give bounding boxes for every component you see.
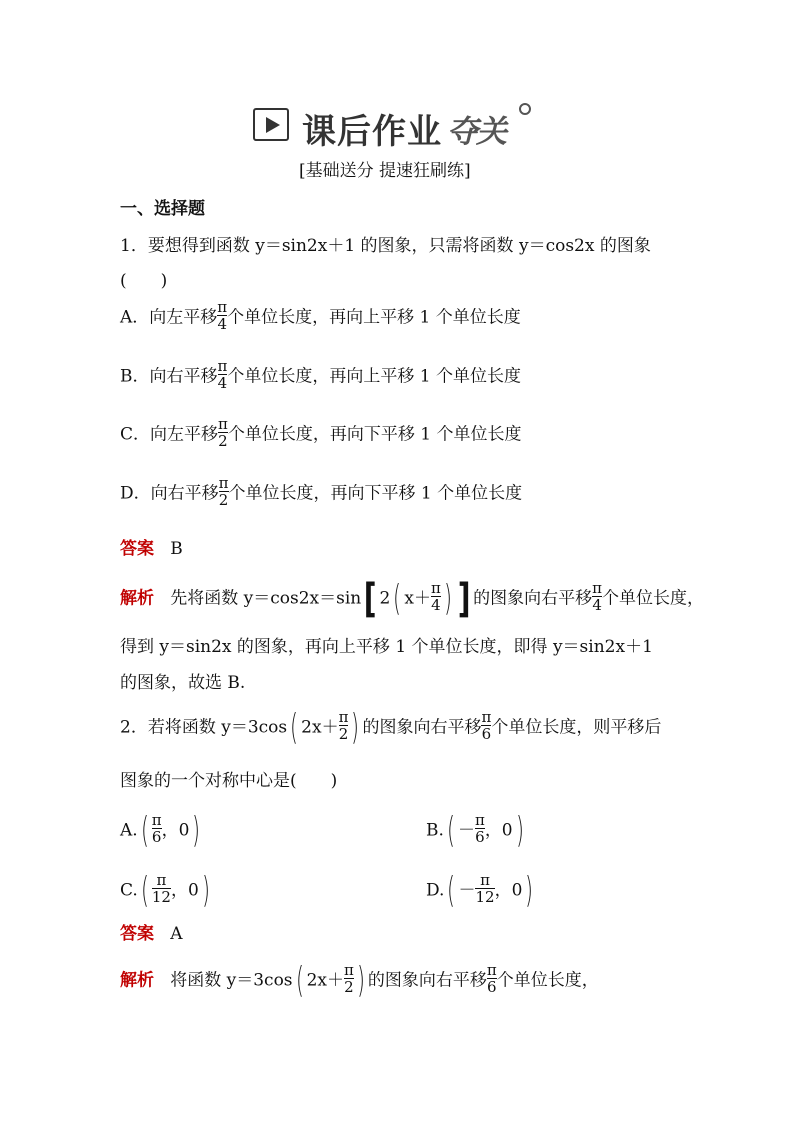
q1-option-c: [120, 415, 522, 451]
left-paren: (: [447, 810, 455, 851]
right-paren: ): [201, 870, 210, 911]
fraction: $\frac{\pi}{6}$: [474, 811, 485, 846]
fraction: $\frac{\pi}{4}$: [217, 298, 228, 333]
fraction: $\frac{\pi}{2}$: [338, 708, 349, 743]
stem-text: 2．若将函数 y＝3cos: [120, 717, 288, 738]
left-paren: (: [393, 578, 402, 619]
option-label: D.: [426, 880, 445, 901]
q2-stem-line1: [120, 707, 662, 748]
q2-option-c: [120, 870, 213, 911]
fraction: $\frac{\pi}{6}$: [151, 811, 162, 846]
fraction: $\frac{\pi}{12}$: [475, 871, 495, 906]
page-title: 课后作业: [302, 112, 442, 152]
right-paren: ): [525, 870, 534, 911]
fraction: $\frac{\pi}{6}$: [481, 708, 492, 743]
option-text: 个单位长度，再向上平移 1 个单位长度: [227, 307, 521, 328]
right-paren: ): [357, 960, 365, 1001]
option-tail: ，0: [494, 880, 523, 901]
inner-expr: x＋: [404, 588, 431, 609]
q2-option-d: [426, 870, 536, 911]
option-label: A.: [120, 820, 138, 841]
right-paren: ): [444, 578, 452, 619]
right-paren: ): [192, 810, 201, 851]
answer-label: 答案: [120, 924, 154, 944]
q1-stem-line1: 1．要想得到函数 y＝sin2x＋1 的图象，只需将函数 y＝cos2x 的图象: [120, 236, 651, 256]
stem-text: 个单位长度，则平移后: [491, 717, 662, 738]
analysis-text: 的图象向右平移: [367, 970, 487, 991]
option-tail: ，0: [484, 820, 513, 841]
analysis-label: 解析: [120, 970, 154, 991]
inner-expr: 2x＋: [301, 717, 339, 738]
left-bracket: [: [363, 576, 377, 622]
fraction: $\frac{\pi}{4}$: [217, 357, 228, 392]
left-paren: (: [140, 810, 149, 851]
page-subtitle: [基础送分 提速狂刷练]: [299, 161, 471, 181]
q2-option-a: [120, 810, 203, 851]
left-paren: (: [290, 707, 299, 748]
q1-stem-line2: ( ): [120, 271, 168, 291]
q1-answer: [120, 538, 183, 560]
option-prefix: A．向左平移: [120, 307, 218, 328]
option-text: 个单位长度，再向下平移 1 个单位长度: [228, 483, 523, 504]
answer-value: B: [170, 539, 183, 559]
answer-label: 答案: [120, 539, 154, 559]
q2-answer: [120, 923, 183, 945]
analysis-label: 解析: [120, 588, 154, 609]
fraction: $\frac{\pi}{2}$: [343, 961, 354, 996]
answer-value: A: [170, 924, 183, 944]
section-heading: 一、选择题: [120, 199, 205, 219]
right-bracket: ]: [457, 576, 471, 622]
sign: －: [457, 820, 475, 841]
play-icon: [253, 108, 289, 141]
option-label: B.: [426, 820, 444, 841]
fraction: $\frac{\pi}{2}$: [218, 474, 229, 509]
analysis-text: 先将函数 y＝cos2x＝sin: [170, 588, 362, 609]
q2-stem-line2: 图象的一个对称中心是( ): [120, 771, 338, 791]
q1-analysis-line3: 的图象，故选 B.: [120, 673, 246, 693]
analysis-text: 个单位长度，: [602, 588, 705, 609]
option-prefix: C．向左平移: [120, 424, 219, 445]
left-paren: (: [447, 870, 456, 911]
stem-text: 的图象向右平移: [362, 717, 482, 738]
option-text: 个单位长度，再向下平移 1 个单位长度: [227, 424, 522, 445]
brand-logo: 夺关: [447, 114, 505, 150]
option-tail: ，0: [161, 820, 190, 841]
q1-analysis-line1: [120, 576, 705, 622]
right-paren: ): [351, 707, 360, 748]
fraction: $\frac{\pi}{4}$: [430, 579, 441, 614]
sign: －: [458, 880, 476, 901]
q2-option-b: [426, 810, 527, 851]
q1-option-a: [120, 298, 521, 334]
q2-analysis-line1: [120, 960, 599, 1001]
logo-dot-icon: [519, 103, 531, 115]
left-paren: (: [140, 870, 149, 911]
fraction: $\frac{\pi}{12}$: [151, 871, 171, 906]
option-text: 个单位长度，再向上平移 1 个单位长度: [227, 366, 521, 387]
option-label: C.: [120, 880, 138, 901]
coefficient: 2: [379, 588, 391, 609]
q1-option-b: [120, 357, 521, 393]
q1-analysis-line2: 得到 y＝sin2x 的图象，再向上平移 1 个单位长度，即得 y＝sin2x＋1: [120, 637, 653, 657]
inner-expr: 2x＋: [306, 970, 344, 991]
q1-option-d: [120, 474, 523, 510]
fraction: $\frac{\pi}{2}$: [218, 415, 228, 450]
analysis-text: 将函数 y＝3cos: [170, 970, 293, 991]
option-prefix: B．向右平移: [120, 366, 218, 387]
fraction: $\frac{\pi}{6}$: [486, 961, 497, 996]
analysis-text: 的图象向右平移: [473, 588, 593, 609]
right-paren: ): [515, 810, 524, 851]
fraction: $\frac{\pi}{4}$: [592, 579, 603, 614]
option-prefix: D．向右平移: [120, 483, 219, 504]
analysis-text: 个单位长度，: [496, 970, 599, 991]
option-tail: ，0: [170, 880, 199, 901]
left-paren: (: [295, 960, 304, 1001]
